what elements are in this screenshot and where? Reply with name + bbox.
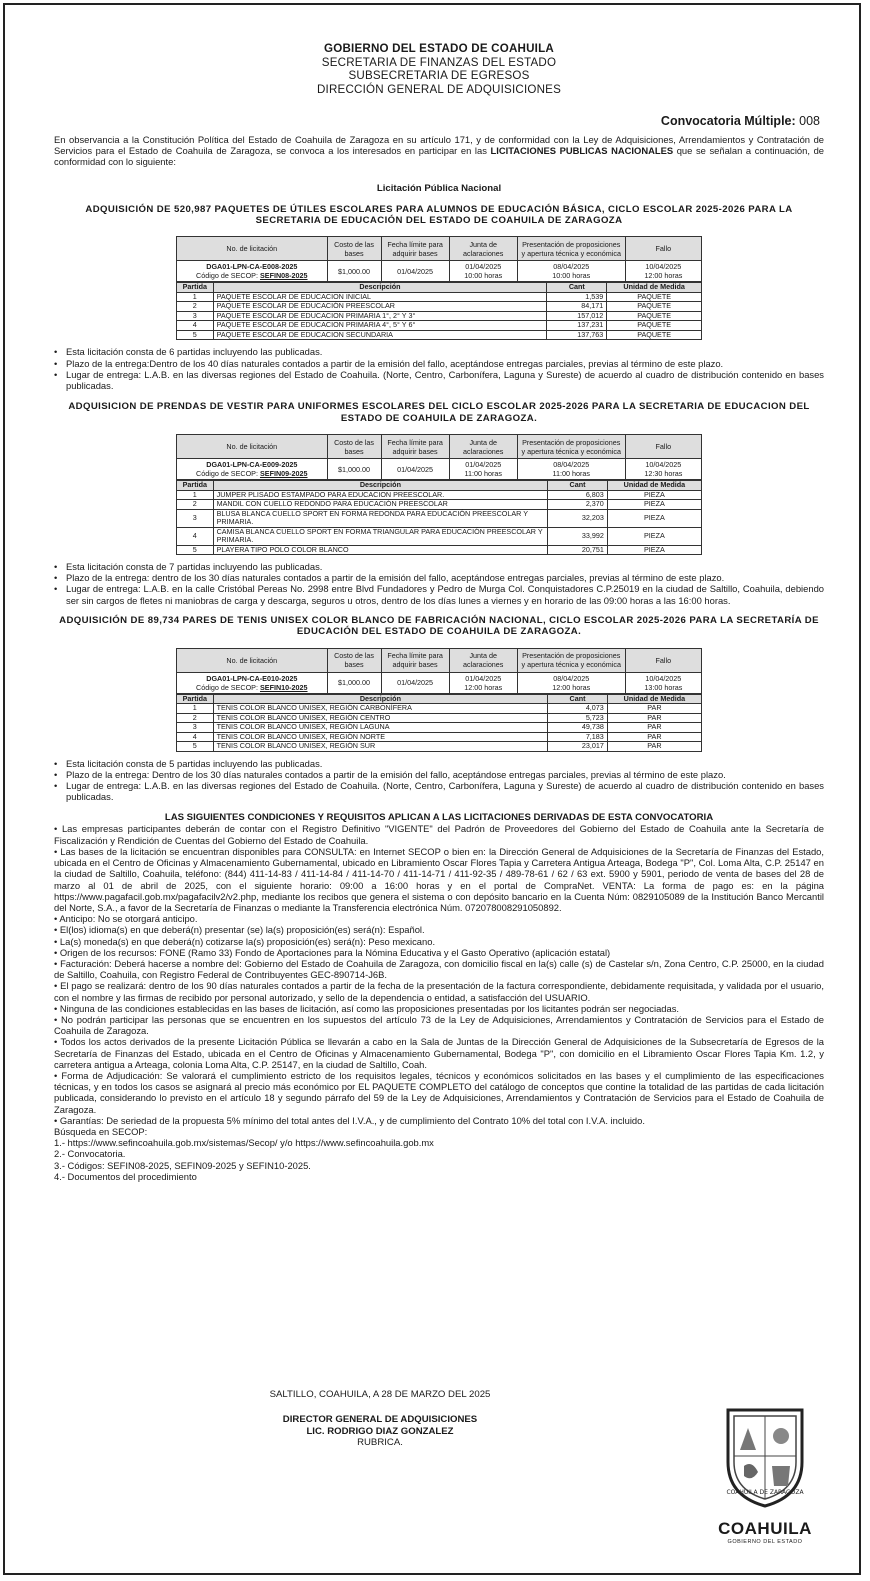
header-num: No. de licitación <box>177 648 328 672</box>
partida-quantity: 23,017 <box>548 742 608 752</box>
partida-description: JUMPER PLISADO ESTAMPADO PARA EDUCACION PREESCOLAR. <box>213 490 548 500</box>
table-row <box>177 545 702 555</box>
header-num: No. de licitación <box>177 435 328 459</box>
partida-description: PAQUETE ESCOLAR DE EDUCACIÓN PREESCOLAR <box>213 302 547 312</box>
condition-text: Todos los actos derivados de la presente Licitación Pública se llevarán a cabo en la Sala de Juntas de la Dirección General de Adquisiciones de la Subsecretaría de Egresos de la Secretaría de Finanzas del Estado, ubicada en el Centro de Oficinas y Almacenamiento Gubernamental, Bodega "P", con domicilio en el Libramiento Oscar Flores Tapia Km. 1.2, y carretera antigua a Arteaga, colonia Loma Alta, C.P. 25147, en la ciudad de Saltillo, Coah. <box>54 1036 825 1070</box>
partida-description: BLUSA BLANCA CUELLO SPORT EN FORMA REDONDA PARA EDUCACIÓN PREESCOLAR Y PRIMARIA. <box>213 509 548 527</box>
header-junta: Junta de aclaraciones <box>449 648 517 672</box>
partida-number: 5 <box>177 330 214 340</box>
secop-label: Código de SECOP: <box>196 469 258 479</box>
junta-time: 12:00 horas <box>464 682 503 692</box>
header-partida: Partida <box>177 283 214 293</box>
header-cant: Cant <box>548 481 608 491</box>
junta-date: 01/04/2025 <box>465 460 502 470</box>
table-row <box>177 321 702 331</box>
bullet-item: • Lugar de entrega: L.A.B. en la calle Cristóbal Pereas No. 2998 entre Blvd Fundadores y Pedro de Murga Col. Conquistadores C.P.25019 en la ciudad de Saltillo, Coahuila, debiendo ser sin cargos de fletes ni maniobras de carga y descarga, seguros u otros, dentro de los días lunes a viernes y en horario de las 09:00 horas a las 16:00 horas. <box>54 583 824 605</box>
svg-text:COAHUILA DE ZARAGOZA: COAHUILA DE ZARAGOZA <box>726 1489 804 1496</box>
coahuila-logo <box>710 1400 820 1545</box>
partida-quantity: 32,203 <box>548 509 608 527</box>
table-row <box>177 742 702 752</box>
partida-number: 2 <box>177 500 214 510</box>
partida-unit: PIEZA <box>607 509 701 527</box>
header-cant: Cant <box>547 283 607 293</box>
header-direccion: DIRECCIÓN GENERAL DE ADQUISICIONES <box>316 82 562 96</box>
bullet-icon: • <box>54 924 60 936</box>
licitacion-info-table <box>176 434 702 480</box>
junta-date: 01/04/2025 <box>465 262 502 272</box>
partida-description: PAQUETE ESCOLAR DE EDUCACION INICIAL <box>213 292 547 302</box>
partida-unit: PAR <box>607 732 701 742</box>
partidas-table <box>176 282 702 340</box>
presentacion-cell <box>517 459 625 480</box>
condition-text: Origen de los recursos: FONE (Ramo 33) Fondo de Aportaciones para la Nómina Educativa y el Gasto Operativo (aplicación estatal) <box>59 946 611 958</box>
presentacion-date: 08/04/2025 <box>553 460 590 470</box>
bullet-icon: • <box>54 1002 60 1014</box>
fallo-date: 10/04/2025 <box>645 460 682 470</box>
partida-description: TENIS COLOR BLANCO UNISEX, REGIÓN CENTRO <box>213 713 548 723</box>
header-present: Presentación de proposiciones y apertura técnica y económica <box>517 237 625 261</box>
condition-text: Las empresas participantes deberán de contar con el Registro Definitivo "VIGENTE" del Padrón de Proveedores del Gobierno del Estado de Coahuila ante la Secretaría de Fiscalización y Rendición de Cuentas del Gobierno del Estado de Coahuila. <box>54 823 824 846</box>
partida-description: PAQUETE ESCOLAR DE EDUCACION PRIMARIA 1°, 2° Y 3° <box>213 311 547 321</box>
header-junta: Junta de aclaraciones <box>449 435 517 459</box>
licitacion-info-table <box>176 648 702 694</box>
condition-item <box>54 1070 824 1115</box>
intro-paragraph: En observancia a la Constitución Política del Estado de Coahuila de Zaragoza en su artículo 171, y de conformidad con la Ley de Adquisiciones, Arrendamientos y Contratación de Servicios para el Estado de Coahuila de Zaragoza, se convoca a los interesados en participar en las LICITACIONES PUBLICAS NACIONALES que se señalan a continuación, de conformidad con lo siguiente: <box>54 134 824 168</box>
bullet-item: • Plazo de la entrega:Dentro de los 40 días naturales contados a partir de la emisión del fallo, aceptándose entregas parciales, previas al término de este plazo. <box>54 358 824 369</box>
secop-label: Código de SECOP: <box>196 271 258 281</box>
presentacion-time: 12:00 horas <box>552 682 591 692</box>
partida-number: 5 <box>177 742 214 752</box>
partida-number: 2 <box>177 302 214 312</box>
header-costo: Costo de las bases <box>327 648 381 672</box>
junta-cell <box>449 672 517 693</box>
presentacion-time: 10:00 horas <box>552 271 591 281</box>
condition-text: Ninguna de las condiciones establecidas en las bases de licitación, así como las proposiciones presentadas por los licitantes podrán ser negociadas. <box>59 1002 680 1014</box>
partida-quantity: 84,171 <box>547 302 607 312</box>
header-desc: Descripción <box>213 481 548 491</box>
fecha-limite: 01/04/2025 <box>381 261 449 282</box>
presentacion-time: 11:00 horas <box>552 469 590 479</box>
partida-description: TENIS COLOR BLANCO UNISEX, REGIÓN CARBONÍFERA <box>213 704 548 714</box>
partidas-table <box>176 480 702 555</box>
fallo-cell <box>625 459 701 480</box>
partida-description: CAMISA BLANCA CUELLO SPORT EN FORMA TRIANGULAR PARA EDUCACIÓN PREESCOLAR Y PRIMARIA. <box>213 527 548 545</box>
section-title: ADQUISICION DE PRENDAS DE VESTIR PARA UNIFORMES ESCOLARES DEL CICLO ESCOLAR 2025-2026 PARA LA SECRETARIA DE EDUCACION DEL ESTADO DE COAHUILA DE ZARAGOZA. <box>68 401 810 424</box>
partida-unit: PAR <box>607 723 701 733</box>
secop-search-label: Búsqueda en SECOP: <box>54 1125 148 1137</box>
secop-label: Código de SECOP: <box>196 682 258 692</box>
header-subsecretaria: SUBSECRETARIA DE EGRESOS <box>348 69 530 82</box>
partida-unit: PAQUETE <box>607 302 702 312</box>
place-date: SALTILLO, COAHUILA, A 28 DE MARZO DEL 2025 <box>269 1389 491 1400</box>
signer-name: LIC. RODRIGO DIAZ GONZALEZ <box>306 1425 454 1437</box>
table-row <box>177 330 702 340</box>
header-fecha: Fecha límite para adquirir bases <box>381 237 449 261</box>
section-title: ADQUISICIÓN DE 89,734 PARES DE TENIS UNISEX COLOR BLANCO DE FABRICACIÓN NACIONAL, CICLO ESCOLAR 2025-2026 PARA LA SECRETARÍA DE EDUCACIÓN DEL ESTADO DE COAHUILA DE ZARAGOZA. <box>59 614 819 638</box>
licitacion-section <box>54 401 824 606</box>
partida-quantity: 157,012 <box>547 311 607 321</box>
sections-container <box>54 204 824 803</box>
partida-description: TENIS COLOR BLANCO UNISEX, REGIÓN NORTE <box>213 732 548 742</box>
header-fecha: Fecha límite para adquirir bases <box>381 648 449 672</box>
condition-item <box>54 958 824 980</box>
header-costo: Costo de las bases <box>327 435 381 459</box>
costo-bases: $1,000.00 <box>327 459 381 480</box>
licitacion-section <box>54 615 824 803</box>
header-present: Presentación de proposiciones y apertura técnica y económica <box>517 648 625 672</box>
bullet-item: • Esta licitación consta de 7 partidas incluyendo las publicadas. <box>54 561 824 572</box>
fallo-cell <box>625 672 701 693</box>
costo-bases: $1,000.00 <box>327 261 381 282</box>
secop-code-row <box>179 469 325 478</box>
partida-number: 3 <box>177 723 214 733</box>
bullet-item: • Lugar de entrega: L.A.B. en las diversas regiones del Estado de Coahuila. (Norte, Centro, Carbonífera, Laguna y Sureste) de acuerdo al cuadro de distribución contenido en bases publicadas. <box>54 780 824 802</box>
partida-quantity: 2,370 <box>548 500 608 510</box>
junta-date: 01/04/2025 <box>465 673 502 683</box>
section-bullets <box>54 758 824 803</box>
signer-rubrica: RUBRICA. <box>357 1437 403 1449</box>
fallo-cell <box>625 261 701 282</box>
conditions-title: LAS SIGUIENTES CONDICIONES Y REQUISITOS APLICAN A LAS LICITACIONES DERIVADAS DE ESTA CONVOCATORIA <box>164 812 714 824</box>
bullet-item: • Esta licitación consta de 6 partidas incluyendo las publicadas. <box>54 346 824 357</box>
fallo-time: 13:00 horas <box>644 682 683 692</box>
convocatoria-number: Convocatoria Múltiple: 008 <box>660 114 820 128</box>
logo-brand: COAHUILA <box>718 1519 812 1538</box>
conditions-list <box>54 823 824 1125</box>
table-row <box>177 704 702 714</box>
document-header <box>54 42 824 96</box>
licitacion-section <box>54 204 824 392</box>
condition-item <box>54 913 824 924</box>
table-row <box>177 527 702 545</box>
header-fallo: Fallo <box>625 435 701 459</box>
table-row <box>177 500 702 510</box>
header-partida: Partida <box>177 694 214 704</box>
signer-role: DIRECTOR GENERAL DE ADQUISICIONES <box>282 1414 478 1426</box>
bullet-icon: • <box>54 1114 60 1126</box>
table-row <box>177 509 702 527</box>
licitacion-type: Licitación Pública Nacional <box>376 182 502 194</box>
header-cant: Cant <box>548 694 608 704</box>
condition-text: No podrán participar las personas que se encuentren en los supuestos del artículo 73 de la Ley de Adquisiciones, Arrendamientos y Contratación de Servicios para el Estado de Coahuila de Zaragoza. <box>54 1013 824 1037</box>
condition-text: Forma de Adjudicación: Se valorará el cumplimiento estricto de los requisitos legales, técnicos y económicos solicitados en las bases y el cumplimiento de las especificaciones técnicas, y en todos los casos se asignará al precio más económico por EL PAQUETE COMPLETO del catálogo de conceptos que contine la totalidad de las partidas de cada licitación publicada, considerando lo previsto en el artículo 18 y segundo párrafo del 59 de la Ley de Adquisiciones, Arrendamientos y Contratación de Servicios para el Estado de Coahuila de Zaragoza. <box>54 1069 824 1115</box>
partida-quantity: 137,231 <box>547 321 607 331</box>
secop-code-row <box>179 683 325 692</box>
bullet-item: • Lugar de entrega: L.A.B. en las diversas regiones del Estado de Coahuila. (Norte, Centro, Carbonífera, Laguna y Sureste) de acuerdo al cuadro de distribución contenido en bases publicadas. <box>54 369 824 391</box>
bullet-icon: • <box>54 980 61 992</box>
junta-time: 10:00 horas <box>464 271 503 281</box>
partida-number: 5 <box>177 545 214 555</box>
bullet-icon: • <box>54 957 61 969</box>
partida-quantity: 33,992 <box>548 527 608 545</box>
condition-item <box>54 1014 824 1036</box>
bullet-item: • Esta licitación consta de 5 partidas incluyendo las publicadas. <box>54 758 824 769</box>
condition-text: Garantías: De seriedad de la propuesta 5% mínimo del total antes del I.V.A., y de cumplimiento del Contrato 10% del total con I.V.A. incluido. <box>59 1114 645 1126</box>
presentacion-date: 08/04/2025 <box>553 673 590 683</box>
bullet-icon: • <box>54 845 61 857</box>
bullet-icon: • <box>54 1013 62 1025</box>
partidas-table <box>176 694 702 752</box>
partida-unit: PIEZA <box>607 490 701 500</box>
fallo-time: 12:30 horas <box>644 469 683 479</box>
partida-quantity: 137,763 <box>547 330 607 340</box>
partida-unit: PIEZA <box>607 545 701 555</box>
partida-description: TENIS COLOR BLANCO UNISEX, REGIÓN SUR <box>213 742 548 752</box>
header-partida: Partida <box>177 481 214 491</box>
section-bullets <box>54 561 824 606</box>
condition-item <box>54 1036 824 1070</box>
licitacion-number-cell <box>177 672 328 693</box>
presentacion-cell <box>517 261 625 282</box>
partida-quantity: 4,073 <box>548 704 608 714</box>
header-unidad: Unidad de Medida <box>607 694 701 704</box>
bullet-icon: • <box>54 823 62 835</box>
licitacion-info-table <box>176 236 702 282</box>
bullet-icon: • <box>54 946 60 958</box>
condition-item <box>54 947 824 958</box>
costo-bases: $1,000.00 <box>327 672 381 693</box>
search-item: 4.- Documentos del procedimiento <box>54 1170 197 1182</box>
fecha-limite: 01/04/2025 <box>381 672 449 693</box>
logo-subtitle: GOBIERNO DEL ESTADO <box>727 1539 803 1545</box>
partida-number: 4 <box>177 527 214 545</box>
condition-text: El pago se realizará: dentro de los 90 días naturales contados a partir de la fecha de la presentación de la factura correspondiente, debidamente requisitada, y validada por el usuario, con el nombre y las firmas de recibido por personal autorizado, y sello de la dependencia o entidad, a satisfacción del USUARIO. <box>54 980 825 1003</box>
licitacion-number: DGA01-LPN-CA-E010-2025 <box>206 673 298 683</box>
bullet-icon: • <box>54 1069 62 1081</box>
junta-time: 11:00 horas <box>464 469 502 479</box>
condition-text: La(s) moneda(s) en que deberá(n) cotizarse la(s) proposición(es) será(n): Peso mexicano. <box>59 935 436 947</box>
header-junta: Junta de aclaraciones <box>449 237 517 261</box>
signature-block <box>0 1389 760 1449</box>
header-secretaria: SECRETARIA DE FINANZAS DEL ESTADO <box>321 55 557 69</box>
bullet-icon: • <box>54 913 60 925</box>
partida-number: 3 <box>177 311 214 321</box>
partida-description: PAQUETE ESCOLAR DE EDUCACION PRIMARIA 4°, 5° Y 6° <box>213 321 547 331</box>
partida-description: MANDIL CON CUELLO REDONDO PARA EDUCACIÓN PREESCOLAR <box>213 500 548 510</box>
partida-unit: PAQUETE <box>607 330 702 340</box>
partida-number: 4 <box>177 732 214 742</box>
search-item: 1.- https://www.sefincoahuila.gob.mx/sistemas/Secop/ y/o https://www.sefincoahuila.gob.mx <box>54 1137 434 1149</box>
section-title: ADQUISICIÓN DE 520,987 PAQUETES DE ÚTILES ESCOLARES PARA ALUMNOS DE EDUCACIÓN BÁSICA, CICLO ESCOLAR 2025-2026 PARA LA SECRETARIA DE EDUCACIÓN DEL ESTADO DE COAHUILA DE ZARAGOZA <box>85 203 793 227</box>
condition-item <box>54 846 824 913</box>
section-bullets <box>54 346 824 391</box>
header-fallo: Fallo <box>625 648 701 672</box>
partida-quantity: 7,183 <box>548 732 608 742</box>
search-item: 3.- Códigos: SEFIN08-2025, SEFIN09-2025 y SEFIN10-2025. <box>54 1159 311 1171</box>
partida-number: 1 <box>177 490 214 500</box>
partida-unit: PAQUETE <box>607 292 702 302</box>
condition-text: Las bases de la licitación se encuentran disponibles para CONSULTA: en Internet SECOP o bien en: la Dirección General de Adquisiciones de la Secretaría de Finanzas del Estado, ubicada en el Centro de Oficinas y Almacenamiento Gubernamental, ubicado en Libramiento Oscar Flores Tapia y Carretera Antigua Arteaga, Bodega "P", Col. Loma Alta, C.P. 25147 en la ciudad de Saltillo, Coahuila, teléfono: (844) 411-14-83 / 411-14-84 / 411-14-70 / 411-14-71 / 411-92-35 / 489-78-61 / 62 / 63 ext. 5900 y 5901, periodo de venta de bases del 28 de marzo al 01 de abril de 2025, con el siguiente horario: 09:00 a 16:00 horas y en el portal de CompraNet. VENTA: La forma de pago es: en la página https://www.pagafacil.gob.mx/pagafacilv2/v2.php, mediante los recibos que genera el sistema o con depósito bancario en la Cuenta Núm: 0829105089 de la Institución Banco Mercantil del Norte, S.A., a favor de la Secretaría de Finanzas o mediante la Transferencia electrónica Núm. 072078008291050892. <box>54 845 824 913</box>
partida-unit: PAR <box>607 742 701 752</box>
fallo-time: 12:00 horas <box>644 271 683 281</box>
licitacion-number-cell <box>177 459 328 480</box>
header-num: No. de licitación <box>177 237 328 261</box>
bullet-item: • Plazo de la entrega: dentro de los 30 días naturales contados a partir de la emisión del fallo, aceptándose entregas parciales, previas al término de este plazo. <box>54 572 824 583</box>
partida-unit: PAR <box>607 713 701 723</box>
partida-quantity: 49,738 <box>548 723 608 733</box>
presentacion-cell <box>517 672 625 693</box>
partida-number: 3 <box>177 509 214 527</box>
secop-search <box>54 1126 824 1182</box>
licitacion-number: DGA01-LPN-CA-E009-2025 <box>206 460 298 470</box>
junta-cell <box>449 261 517 282</box>
partida-number: 1 <box>177 704 214 714</box>
header-fecha: Fecha límite para adquirir bases <box>381 435 449 459</box>
presentacion-date: 08/04/2025 <box>553 262 590 272</box>
licitacion-number: DGA01-LPN-CA-E008-2025 <box>206 262 298 272</box>
header-present: Presentación de proposiciones y apertura técnica y económica <box>517 435 625 459</box>
condition-text: Facturación: Deberá hacerse a nombre del: Gobierno del Estado de Coahuila de Zaragoza, con domicilio fiscal en la(s) calle (s) de Castelar s/n, Zona Centro, C.P. 25000, en la ciudad de Saltillo, Coahuila, con Registro Federal de Contribuyentes GEC-890714-J6B. <box>54 957 824 981</box>
condition-text: El(los) idioma(s) en que deberá(n) presentar (se) la(s) proposición(es) será(n): Español. <box>59 924 425 936</box>
header-costo: Costo de las bases <box>327 237 381 261</box>
partida-description: PAQUETE ESCOLAR DE EDUCACION SECUNDARIA <box>213 330 547 340</box>
fallo-date: 10/04/2025 <box>645 673 682 683</box>
secop-code: SEFIN08-2025 <box>259 271 308 281</box>
header-desc: Descripción <box>213 283 547 293</box>
bullet-item: • Plazo de la entrega: Dentro de los 30 días naturales contados a partir de la emisión del fallo, aceptándose entregas parciales, previas al término de este plazo. <box>54 769 824 780</box>
partida-number: 1 <box>177 292 214 302</box>
partida-quantity: 6,803 <box>548 490 608 500</box>
header-desc: Descripción <box>213 694 548 704</box>
document-body <box>54 42 824 1182</box>
condition-item <box>54 1003 824 1014</box>
condition-item <box>54 823 824 845</box>
table-row <box>177 723 702 733</box>
licitacion-number-cell <box>177 261 328 282</box>
table-row <box>177 302 702 312</box>
junta-cell <box>449 459 517 480</box>
condition-item <box>54 924 824 935</box>
header-unidad: Unidad de Medida <box>607 283 702 293</box>
partida-number: 2 <box>177 713 214 723</box>
partida-description: PLAYERA TIPO POLO COLOR BLANCO <box>213 545 548 555</box>
partida-quantity: 20,751 <box>548 545 608 555</box>
secop-code: SEFIN10-2025 <box>259 682 308 692</box>
condition-item <box>54 936 824 947</box>
condition-text: Anticipo: No se otorgará anticipo. <box>59 913 198 925</box>
bullet-icon: • <box>54 935 60 947</box>
coat-of-arms-icon <box>710 1400 820 1512</box>
condition-item <box>54 1115 824 1126</box>
partida-number: 4 <box>177 321 214 331</box>
header-unidad: Unidad de Medida <box>607 481 701 491</box>
bullet-icon: • <box>54 1036 61 1048</box>
search-item: 2.- Convocatoria. <box>54 1148 126 1160</box>
partida-unit: PAQUETE <box>607 311 702 321</box>
secop-code-row <box>179 271 325 280</box>
header-government: GOBIERNO DEL ESTADO DE COAHUILA <box>324 42 554 55</box>
fallo-date: 10/04/2025 <box>645 262 682 272</box>
partida-unit: PAR <box>607 704 701 714</box>
partida-description: TENIS COLOR BLANCO UNISEX, REGIÓN LAGUNA <box>213 723 548 733</box>
secop-code: SEFIN09-2025 <box>259 469 308 479</box>
partida-unit: PIEZA <box>607 527 701 545</box>
condition-item <box>54 980 824 1002</box>
partida-quantity: 1,539 <box>547 292 607 302</box>
partida-quantity: 5,723 <box>548 713 608 723</box>
fecha-limite: 01/04/2025 <box>381 459 449 480</box>
header-fallo: Fallo <box>625 237 701 261</box>
partida-unit: PAQUETE <box>607 321 702 331</box>
partida-unit: PIEZA <box>607 500 701 510</box>
